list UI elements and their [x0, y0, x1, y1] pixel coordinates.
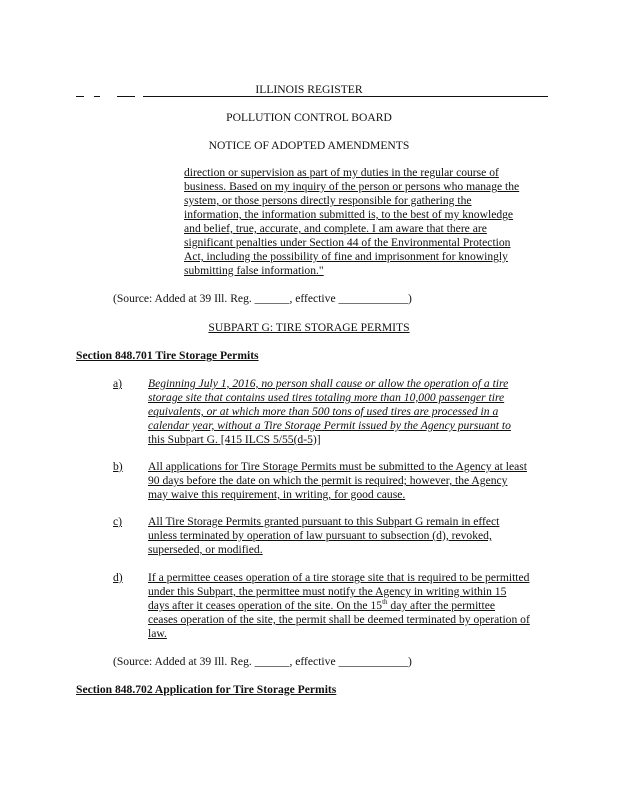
source-note-2: (Source: Added at 39 Ill. Reg. ______, effective ____________) [113, 655, 412, 668]
item-d-line [148, 599, 546, 613]
item-a-line: equivalents, or at which more than 500 tons of used tires are processed in a [148, 405, 499, 418]
certification-paragraph [184, 166, 534, 278]
item-d-label: d) [113, 571, 123, 584]
item-d-line: If a permittee ceases operation of a tire storage site that is required to be permitted [148, 571, 530, 584]
source-note-1: (Source: Added at 39 Ill. Reg. ______, effective ____________) [113, 292, 412, 305]
item-c-label: c) [113, 515, 123, 528]
ordinal-suffix: th [382, 598, 388, 606]
cert-line: submitting false information." [184, 264, 324, 277]
item-c-line: All Tire Storage Permits granted pursuant to this Subpart G remain in effect [148, 515, 500, 528]
board-title: POLLUTION CONTROL BOARD [226, 111, 392, 124]
item-b-text [148, 460, 546, 502]
item-c-line: unless terminated by operation of law pursuant to subsection (d), revoked, [148, 529, 492, 542]
item-b-label: b) [113, 460, 123, 473]
item-d-line: under this Subpart, the permittee must notify the Agency in writing within 15 [148, 585, 507, 598]
section-702-heading: Section 848.702 Application for Tire Storage Permits [76, 683, 337, 696]
item-a-line: storage site that contains used tires totaling more than 10,000 passenger tire [148, 391, 505, 404]
item-d-line-part: days after it ceases operation of the site. On the 15 [148, 599, 383, 612]
item-a-label: a) [113, 377, 123, 390]
cert-line: and belief, true, accurate, and complete. I am aware that there are [184, 222, 487, 235]
item-d-text [148, 571, 546, 641]
register-title: ILLINOIS REGISTER [255, 83, 363, 96]
item-c-line: superseded, or modified. [148, 543, 263, 556]
subpart-heading: SUBPART G: TIRE STORAGE PERMITS [208, 321, 410, 334]
cert-line: Act, including the possibility of fine and imprisonment for knowingly [184, 250, 508, 263]
cert-line: significant penalties under Section 44 of the Environmental Protection [184, 236, 511, 249]
item-c-text [148, 515, 546, 557]
item-b-line: may waive this requirement, in writing, for good cause. [148, 488, 406, 501]
cert-line: business. Based on my inquiry of the person or persons who manage the [184, 180, 520, 193]
item-d-line-part: day after the permittee [387, 599, 496, 612]
item-b-line: All applications for Tire Storage Permits must be submitted to the Agency at least [148, 460, 527, 473]
item-a-line: Beginning July 1, 2016, no person shall cause or allow the operation of a tire [148, 377, 509, 390]
item-d-line: law. [148, 627, 167, 640]
item-a-text [148, 377, 546, 447]
item-a-line: calendar year, without a Tire Storage Permit issued by the Agency pursuant to [148, 419, 511, 432]
section-701-heading: Section 848.701 Tire Storage Permits [76, 349, 259, 362]
item-b-line: 90 days before the date on which the permit is required; however, the Agency [148, 474, 508, 487]
item-d-line: ceases operation of the site, the permit shall be deemed terminated by operation of [148, 613, 530, 626]
cert-line: information, the information submitted is, to the best of my knowledge [184, 208, 514, 221]
cert-line: direction or supervision as part of my duties in the regular course of [184, 166, 499, 179]
cert-line: system, or those persons directly responsible for gathering the [184, 194, 472, 207]
item-a-line: this Subpart G. [415 ILCS 5/55(d-5)] [148, 433, 321, 446]
notice-title: NOTICE OF ADOPTED AMENDMENTS [208, 139, 410, 152]
